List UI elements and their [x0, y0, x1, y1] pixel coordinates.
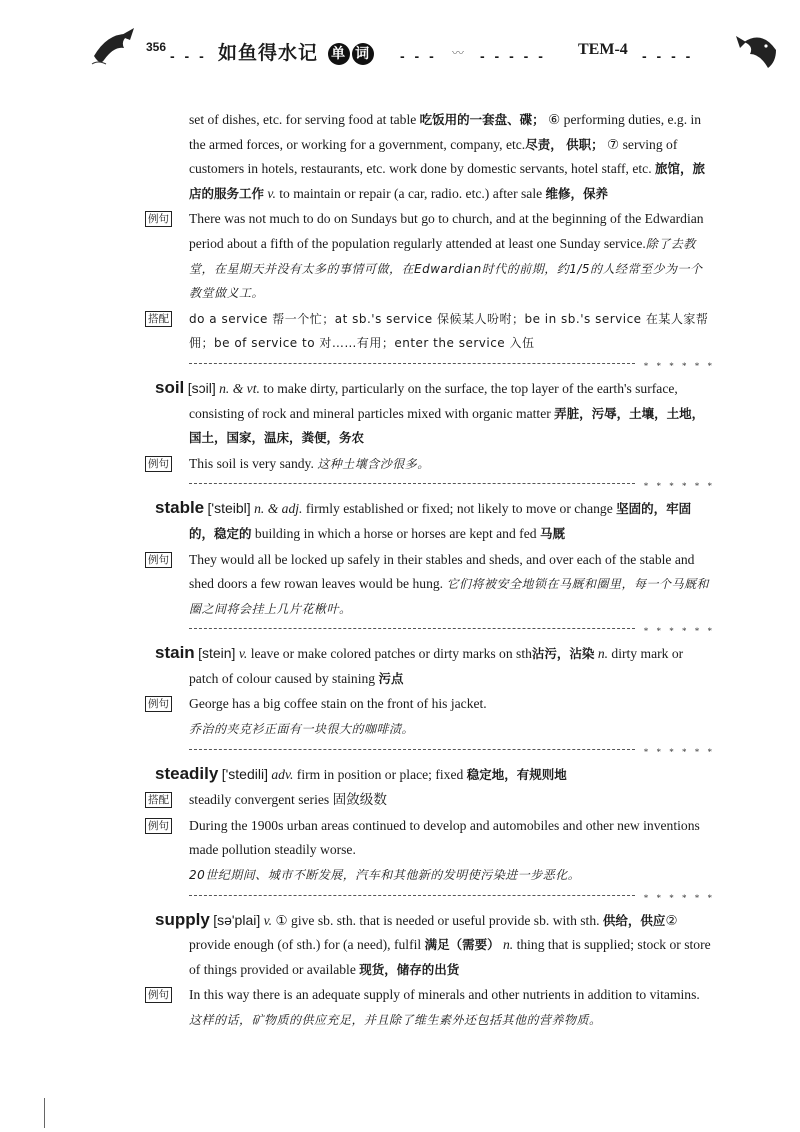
exam-label: TEM-4	[578, 41, 628, 58]
phonetic: ['steibl]	[207, 500, 251, 517]
definition-cn: 供职；	[566, 136, 604, 152]
series-title-text: 如鱼得水记	[218, 42, 319, 64]
header-dashes-mid: - - -	[400, 48, 437, 64]
definition-cn: 沾污，沾染	[531, 646, 595, 662]
definition-text: to maintain or repair (a car,	[275, 185, 428, 201]
definition-text: dirty mark or patch of colour caused by staining	[189, 646, 684, 686]
example-en: In this way there is an adequate supply of minerals and other nutrients in addition to vitamins.	[189, 987, 700, 1003]
entry-supply	[145, 908, 715, 983]
collocation-tag: 搭配	[145, 311, 172, 327]
example-en: There was not much to do on Sundays but go to church, and at the beginning of the Edwardian period about a fifth of the population regularly attended at least one Sunday service.	[189, 211, 704, 251]
example-tag: 例句	[145, 696, 172, 712]
page-header	[60, 22, 780, 72]
definition-text: firmly established or fixed; not likely to move or change	[302, 501, 617, 517]
part-of-speech: n.	[594, 646, 609, 662]
example-cn: 这种土壤含沙很多。	[317, 456, 430, 471]
definition-cn: 尽责，	[525, 136, 563, 152]
separator-stars: * * * * * *	[643, 626, 715, 637]
definition-text: ② provide enough (of sth.) for (a need), fulfil	[189, 912, 678, 953]
example-tag: 例句	[145, 987, 172, 1003]
example-block	[145, 207, 715, 305]
definition-cn: 马厩	[539, 525, 565, 541]
example-block	[145, 452, 715, 477]
collocation-block	[145, 788, 715, 813]
example-cn: 它们将被安全地锁在马厩和圈里，每一个马厩和圈之间将会挂上几片花楸叶。	[189, 577, 709, 616]
definition-text: firm in position or place; fixed	[293, 766, 467, 782]
entry-soil	[145, 376, 715, 451]
example-tag: 例句	[145, 456, 172, 472]
example-cn: 这样的话，矿物质的供应充足，并且除了维生素外还包括其他的营养物质。	[189, 1013, 602, 1027]
headword: stable	[155, 498, 205, 518]
example-en: During the 1900s urban areas continued to develop and automobiles and other new inventions made pollution steadily worse.	[189, 817, 700, 858]
part-of-speech: v.	[264, 185, 276, 201]
header-dashes-mid2: - - - - -	[480, 48, 546, 64]
headword: stain	[155, 643, 195, 663]
part-of-speech: n. & adj.	[254, 501, 303, 517]
headword: supply	[155, 909, 210, 929]
definition-text: ⑥ performing	[548, 112, 625, 127]
example-tag: 例句	[145, 818, 172, 834]
example-en: They would all be locked up safely in their stables and sheds, and over each of the stable and shed doors a few rowan leaves would be hung.	[189, 551, 695, 592]
collocation-block	[145, 307, 715, 356]
definition-cn: 满足（需要）	[424, 937, 500, 953]
collocation-tag: 搭配	[145, 792, 172, 808]
definition-cn: 维修，保养	[545, 185, 609, 201]
phonetic: [sɔil]	[187, 379, 216, 396]
header-dashes-right: - - - -	[642, 48, 694, 64]
entry-separator	[145, 890, 715, 902]
circle-char-1: 单	[328, 43, 350, 65]
header-dashes: - - -	[170, 48, 207, 64]
example-block	[145, 548, 715, 622]
collocation-text: do a service 帮一个忙；at sb.'s service 保候某人吩咐；be in sb.'s service 在某人家帮佣；be of service to 对……有用；enter the service 入伍	[189, 311, 709, 351]
definition-text: to make dirty, particularly on the surface, the top layer of the earth's surface, consisting of rock and mineral particles mixed with organic matter	[189, 380, 678, 421]
definition-cn: 污点	[378, 670, 404, 686]
entry-separator	[145, 623, 715, 635]
definition-cn: 吃饭用的一套盘、碟；	[419, 112, 545, 127]
part-of-speech: v.	[263, 912, 273, 928]
definition-text: thing that is supplied; stock or store of things provided or available	[189, 937, 711, 977]
phonetic: ['stedili]	[221, 765, 268, 782]
definition-cn: 坚固的，牢固的，稳定的	[189, 501, 692, 541]
part-of-speech: v.	[238, 646, 248, 662]
definition-cn: 稳定地，有规则地	[466, 766, 567, 782]
definition-cn: 旅馆，旅店的服务工作	[189, 161, 706, 201]
phonetic: [sə'plai]	[213, 911, 261, 928]
fish-left-icon	[90, 26, 140, 70]
entry-steadily	[145, 762, 715, 788]
entry-stable	[145, 496, 715, 546]
headword: soil	[155, 377, 185, 397]
service-definition-continued	[145, 108, 715, 206]
definition-text: duties, e.g. in the armed forces, or working for a government, company, etc.	[189, 112, 702, 152]
definition-cn: 供给，供应	[602, 912, 666, 928]
example-cn: 除了去教堂，在星期天并没有太多的事情可做，在Edwardian时代的前期，约1/5的人经常至少为一个教堂做义工。	[189, 236, 703, 301]
example-tag: 例句	[145, 552, 172, 568]
entry-stain	[145, 641, 715, 691]
margin-line	[44, 1098, 45, 1128]
phonetic: [stein]	[198, 645, 236, 662]
wave-icon: 〰	[452, 46, 465, 60]
entry-separator	[145, 358, 715, 370]
example-en: George has a big coffee stain on the front of his jacket.	[189, 696, 487, 712]
example-tag: 例句	[145, 211, 172, 227]
fish-right-icon	[736, 28, 780, 74]
definition-text: ⑦ serving of customers in hotels, restaurants, etc. work done by domestic	[189, 136, 678, 177]
definition-cn: 现货，储存的出货	[359, 961, 460, 977]
example-block	[145, 692, 715, 741]
separator-stars: * * * * * *	[643, 892, 715, 903]
circle-char-2: 词	[352, 43, 374, 65]
entries-content	[145, 108, 715, 1033]
definition-text: leave or make colored patches or dirty marks on sth	[247, 646, 532, 662]
example-block	[145, 814, 715, 888]
part-of-speech: adv.	[271, 766, 294, 782]
definition-text: building in which a horse or horses are kept and fed	[251, 525, 540, 541]
definition-text: set of dishes, etc. for serving food at table	[189, 112, 420, 127]
example-cn: 乔治的夹克衫正面有一块很大的咖啡渍。	[189, 722, 415, 737]
example-en: This soil is very sandy.	[189, 455, 314, 471]
example-cn: 20世纪期间、城市不断发展，汽车和其他新的发明使污染进一步恶化。	[189, 868, 581, 883]
definition-text: servants, hotel staff, etc.	[519, 161, 655, 177]
page-number: 356	[146, 40, 167, 54]
separator-stars: * * * * * *	[643, 746, 715, 757]
part-of-speech: n. & vt.	[219, 380, 260, 396]
separator-stars: * * * * * *	[643, 481, 715, 492]
definition-text: ① give sb. sth. that is needed or useful provide sb. with sth.	[272, 912, 603, 928]
separator-stars: * * * * * *	[643, 360, 715, 371]
definition-cn: 弄脏，污辱，土壤，土地，国土，国家，温床，粪便，务农	[189, 405, 705, 446]
entry-separator	[145, 478, 715, 490]
headword: steadily	[155, 763, 219, 783]
series-title	[218, 38, 374, 65]
entry-separator	[145, 744, 715, 756]
definition-text: radio. etc.) after sale	[430, 185, 546, 201]
example-block	[145, 983, 715, 1032]
part-of-speech: n.	[499, 937, 514, 953]
collocation-text: steadily convergent series 固敛级数	[189, 792, 387, 808]
